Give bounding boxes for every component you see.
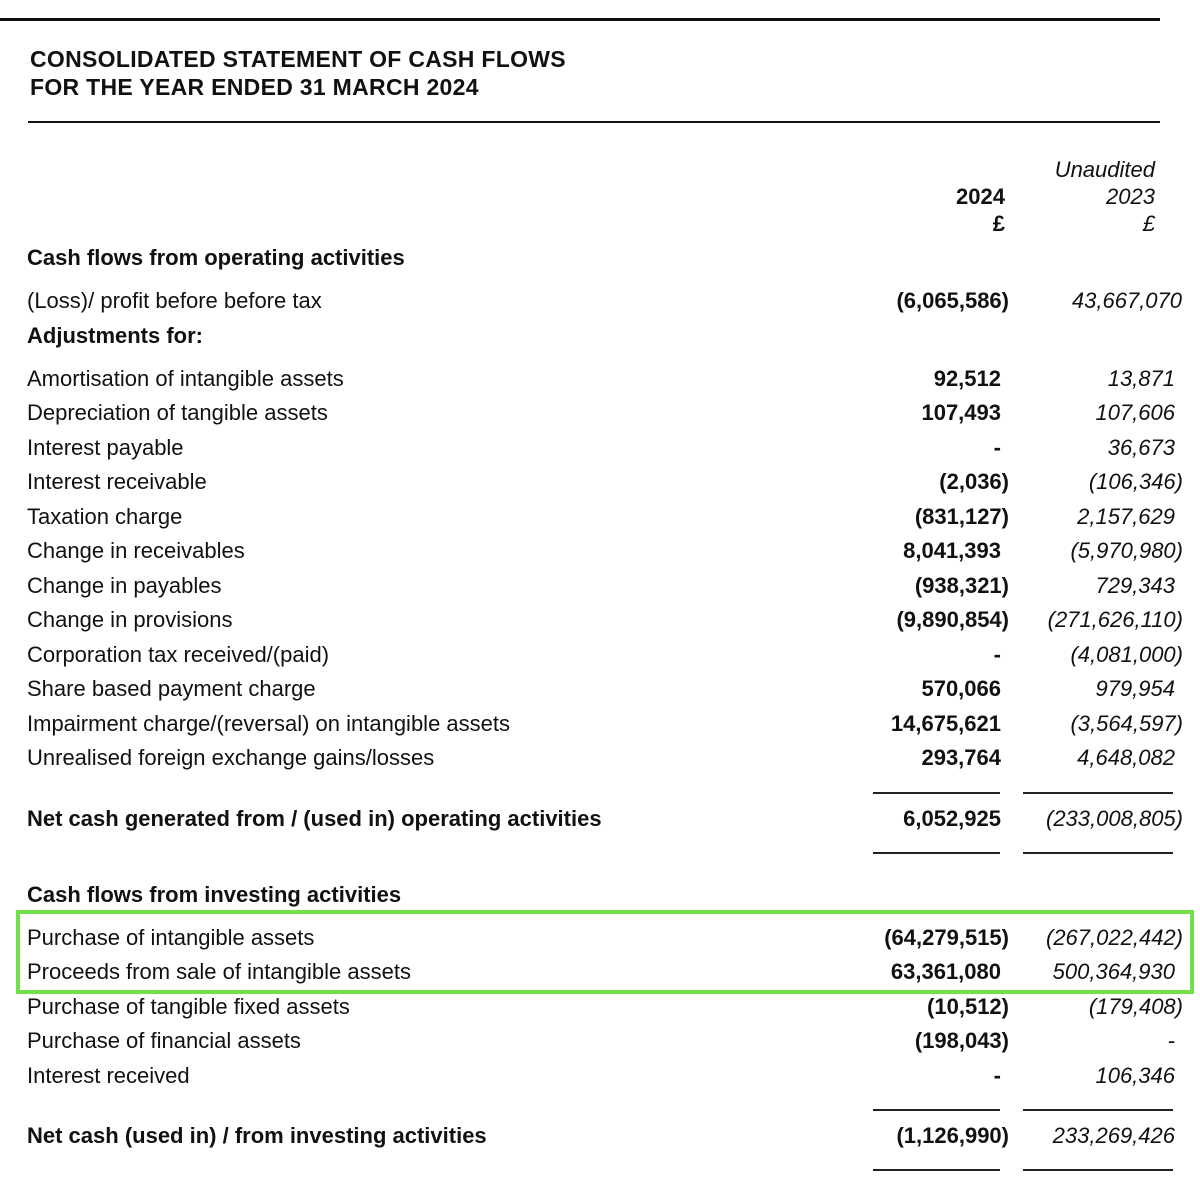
value-2023: 4,648,082 — [1077, 745, 1175, 770]
value-2024: - — [993, 642, 1001, 667]
value-2024: - — [993, 1063, 1001, 1088]
prior-year-header: 2023 — [1106, 184, 1155, 209]
statement-title: CONSOLIDATED STATEMENT OF CASH FLOWS — [30, 46, 566, 72]
subtotal-rule — [1023, 792, 1173, 794]
value-2023: 500,364,930 — [1052, 959, 1175, 984]
value-2024: 107,493 — [921, 400, 1001, 425]
highlight-box — [16, 910, 1194, 994]
row-label: Amortisation of intangible assets — [27, 366, 344, 391]
value-2023: (179,408) — [1088, 994, 1183, 1019]
prior-year-unit: £ — [1142, 211, 1155, 236]
value-2024: (831,127) — [914, 504, 1009, 529]
prior-year-status: Unaudited — [1054, 157, 1155, 182]
value-2023: 43,667,070 — [1071, 288, 1182, 313]
total-rule — [1023, 1169, 1173, 1171]
value-2024: 570,066 — [921, 676, 1001, 701]
value-2024: (938,321) — [914, 573, 1009, 598]
top-border-rule — [0, 18, 1160, 21]
row-label: Change in payables — [27, 573, 222, 598]
value-2024: (198,043) — [914, 1028, 1009, 1053]
row-label: Interest receivable — [27, 469, 207, 494]
value-2024: (10,512) — [927, 994, 1009, 1019]
value-2023: (106,346) — [1088, 469, 1183, 494]
row-label: Unrealised foreign exchange gains/losses — [27, 745, 435, 770]
value-2024: (64,279,515) — [884, 925, 1009, 950]
value-2024: (6,065,586) — [896, 288, 1009, 313]
value-2023: 13,871 — [1107, 366, 1175, 391]
value-2024: 14,675,621 — [890, 711, 1001, 736]
investing-section-heading: Cash flows from investing activities — [27, 882, 402, 907]
row-label: Interest received — [27, 1063, 190, 1088]
investing-total-2024: (1,126,990) — [896, 1123, 1009, 1148]
row-label: Interest payable — [27, 435, 184, 460]
value-2023: 2,157,629 — [1077, 504, 1175, 529]
value-2023: 36,673 — [1107, 435, 1175, 460]
statement-period: FOR THE YEAR ENDED 31 MARCH 2024 — [30, 74, 479, 100]
value-2024: 8,041,393 — [903, 538, 1001, 563]
value-2024: - — [993, 435, 1001, 460]
row-label: Purchase of tangible fixed assets — [27, 994, 350, 1019]
total-rule — [873, 1169, 1000, 1171]
row-label: Purchase of financial assets — [27, 1028, 301, 1053]
operating-section-heading: Cash flows from operating activities — [27, 245, 405, 270]
value-2024: 92,512 — [933, 366, 1001, 391]
subtotal-rule — [873, 1109, 1000, 1111]
row-label: Share based payment charge — [27, 676, 316, 701]
adjustments-heading: Adjustments for: — [27, 323, 203, 348]
value-2023: (5,970,980) — [1070, 538, 1183, 563]
row-label: (Loss)/ profit before before tax — [27, 288, 322, 313]
value-2023: 106,346 — [1095, 1063, 1175, 1088]
row-label: Purchase of intangible assets — [27, 925, 315, 950]
row-label: Depreciation of tangible assets — [27, 400, 328, 425]
value-2024: (9,890,854) — [896, 607, 1009, 632]
operating-total-2024: 6,052,925 — [903, 806, 1001, 831]
row-label: Taxation charge — [27, 504, 183, 529]
total-rule — [1023, 852, 1173, 854]
value-2023: (3,564,597) — [1070, 711, 1183, 736]
value-2023: (267,022,442) — [1046, 925, 1183, 950]
row-label: Change in receivables — [27, 538, 245, 563]
value-2024: 63,361,080 — [890, 959, 1001, 984]
subtotal-rule — [873, 792, 1000, 794]
value-2023: (4,081,000) — [1070, 642, 1183, 667]
row-label: Impairment charge/(reversal) on intangible assets — [27, 711, 511, 736]
operating-total-2023: (233,008,805) — [1046, 806, 1183, 831]
value-2023: 729,343 — [1095, 573, 1175, 598]
investing-total-2023: 233,269,426 — [1052, 1123, 1175, 1148]
value-2023: 979,954 — [1095, 676, 1175, 701]
current-year-unit: £ — [992, 211, 1005, 236]
operating-total-label: Net cash generated from / (used in) operating activities — [27, 806, 602, 831]
value-2023: (271,626,110) — [1047, 607, 1183, 632]
current-year-header: 2024 — [956, 184, 1005, 209]
row-label: Proceeds from sale of intangible assets — [27, 959, 411, 984]
row-label: Change in provisions — [27, 607, 233, 632]
title-divider — [28, 121, 1160, 123]
value-2024: 293,764 — [921, 745, 1001, 770]
value-2023: 107,606 — [1095, 400, 1175, 425]
total-rule — [873, 852, 1000, 854]
value-2023: - — [1167, 1028, 1175, 1053]
value-2024: (2,036) — [939, 469, 1009, 494]
investing-total-label: Net cash (used in) / from investing activities — [27, 1123, 487, 1148]
subtotal-rule — [1023, 1109, 1173, 1111]
row-label: Corporation tax received/(paid) — [27, 642, 330, 667]
